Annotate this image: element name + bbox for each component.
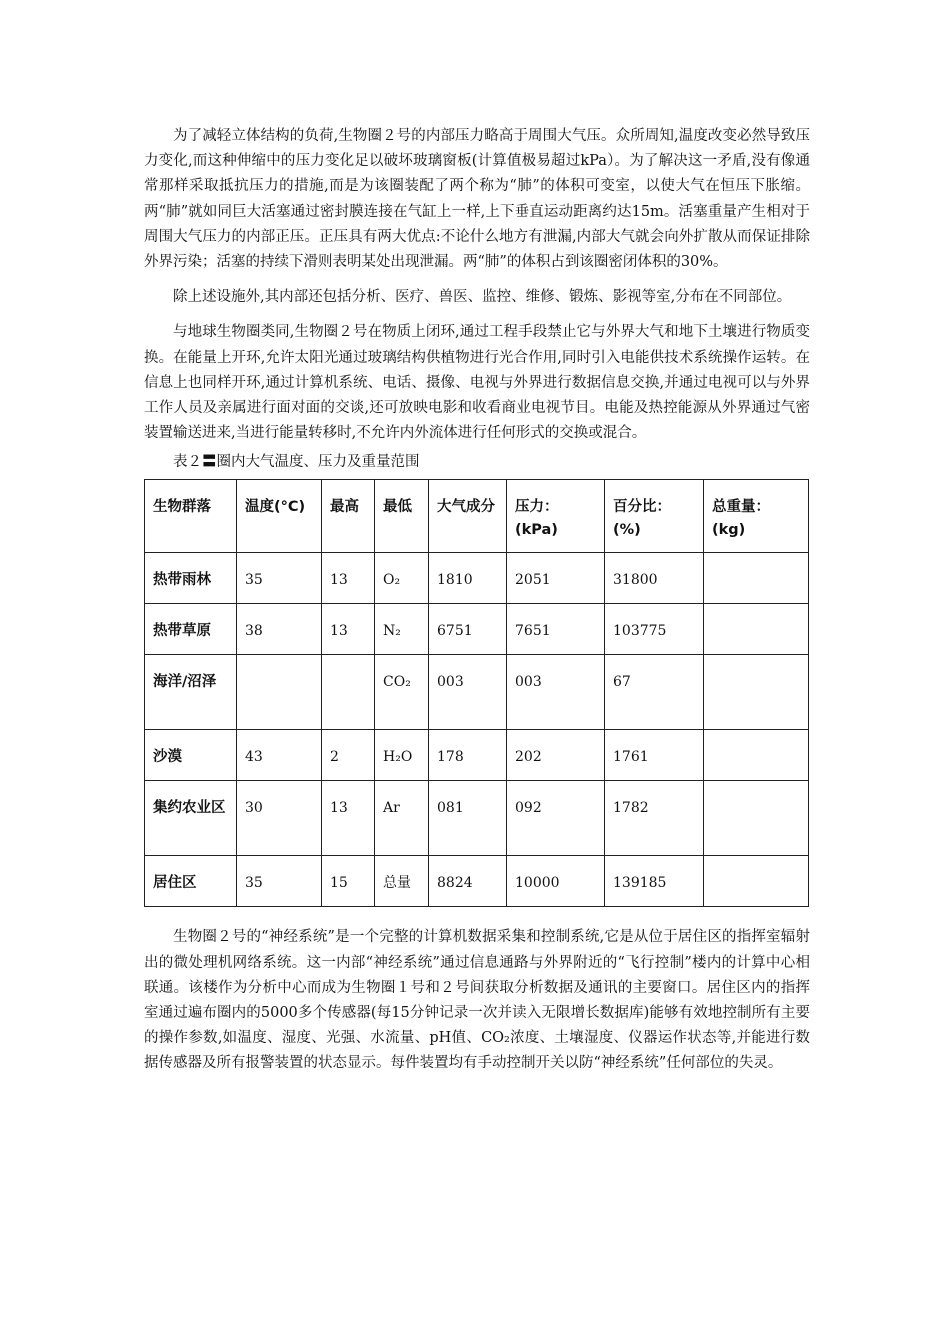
table-cell: 7651 [507, 604, 605, 655]
table-row [145, 655, 809, 730]
table-cell: 1761 [605, 730, 704, 781]
table-cell: 35 [237, 553, 322, 604]
table-cell [704, 655, 809, 730]
table-cell: Ar [375, 781, 429, 856]
table-cell: 热带雨林 [145, 553, 237, 604]
table-cell: CO₂ [375, 655, 429, 730]
header-cell: 压力：(kPa) [507, 480, 605, 553]
table-cell [704, 604, 809, 655]
table-cell: 35 [237, 856, 322, 907]
table-cell: 092 [507, 781, 605, 856]
table-cell [237, 655, 322, 730]
table-cell: 13 [322, 604, 375, 655]
table-cell: 003 [507, 655, 605, 730]
table-cell: 30 [237, 781, 322, 856]
table-cell: N₂ [375, 604, 429, 655]
table-row [145, 781, 809, 856]
table-row [145, 856, 809, 907]
table-cell: 103775 [605, 604, 704, 655]
table-cell: 003 [429, 655, 507, 730]
header-cell: 总重量：(kg) [704, 480, 809, 553]
table-cell: H₂O [375, 730, 429, 781]
paragraph-facilities: 除上述设施外,其内部还包括分析、医疗、兽医、监控、维修、锻炼、影视等室,分布在不同部位。 [173, 289, 792, 306]
table-cell: 31800 [605, 553, 704, 604]
table-cell: 13 [322, 553, 375, 604]
table-cell: 202 [507, 730, 605, 781]
table-cell: 43 [237, 730, 322, 781]
table-cell: 38 [237, 604, 322, 655]
header-cell: 百分比：(%) [605, 480, 704, 553]
table-row [145, 604, 809, 655]
header-cell: 最高 [322, 480, 375, 553]
paragraph-closed-loop: 与地球生物圈类同,生物圈２号在物质上闭环,通过工程手段禁止它与外界大气和地下土壤进行物质变换。在能量上开环,允许太阳光通过玻璃结构供植物进行光合作用,同时引入电能供技术系统操作运转。在信息上也同样开环,通过计算机系统、电话、摄像、电视与外界进行数据信息交换,并通过电视可以与外界工作人员及亲属进行面对面的交谈,还可放映电影和收看商业电视节目。电能及热控能源从外界通过气密装置输送进来,当进行能量转移时,不允许内外流体进行任何形式的交换或混合。 [144, 324, 810, 442]
table-header-row [145, 480, 809, 553]
table-cell: 1782 [605, 781, 704, 856]
header-cell: 温度(°C) [237, 480, 322, 553]
table-cell [704, 856, 809, 907]
table-cell: 热带草原 [145, 604, 237, 655]
header-cell: 生物群落 [145, 480, 237, 553]
header-cell: 大气成分 [429, 480, 507, 553]
table-cell [322, 655, 375, 730]
table-cell: O₂ [375, 553, 429, 604]
table-cell: 6751 [429, 604, 507, 655]
table-cell: 居住区 [145, 856, 237, 907]
table-cell: 总量 [375, 856, 429, 907]
table-caption: 表２〓圈内大气温度、压力及重量范围 [173, 454, 420, 471]
table-cell: 1810 [429, 553, 507, 604]
table-cell: 海洋/沼泽 [145, 655, 237, 730]
header-cell: 最低 [375, 480, 429, 553]
table-cell: 2 [322, 730, 375, 781]
table-row [145, 730, 809, 781]
table-cell [704, 781, 809, 856]
table-cell: 沙漠 [145, 730, 237, 781]
table-cell: 2051 [507, 553, 605, 604]
table-cell [704, 553, 809, 604]
table-cell [704, 730, 809, 781]
document-page [144, 124, 810, 1077]
table-cell: 13 [322, 781, 375, 856]
table-cell: 8824 [429, 856, 507, 907]
table-cell: 081 [429, 781, 507, 856]
table-cell: 10000 [507, 856, 605, 907]
table-cell: 67 [605, 655, 704, 730]
table-row [145, 553, 809, 604]
paragraph-pressure-lungs: 为了减轻立体结构的负荷,生物圈２号的内部压力略高于周围大气压。众所周知,温度改变必然导致压力变化,而这种伸缩中的压力变化足以破坏玻璃窗板(计算值极易超过kPa）。为了解决这一矛盾,没有像通常那样采取抵抗压力的措施,而是为该圈装配了两个称为“肺”的体积可变室，以使大气在恒压下胀缩。两“肺”就如同巨大活塞通过密封膜连接在气缸上一样,上下垂直运动距离约达15m。活塞重量产生相对于周围大气压力的内部正压。正压具有两大优点:不论什么地方有泄漏,内部大气就会向外扩散从而保证排除外界污染；活塞的持续下滑则表明某处出现泄漏。两“肺”的体积占到该圈密闭体积的30%。 [144, 128, 810, 271]
table-cell: 集约农业区 [145, 781, 237, 856]
table-cell: 178 [429, 730, 507, 781]
paragraph-nervous-system: 生物圈２号的“神经系统”是一个完整的计算机数据采集和控制系统,它是从位于居住区的指挥室辐射出的微处理机网络系统。这一内部“神经系统”通过信息通路与外界附近的“飞行控制”楼内的计算中心相联通。该楼作为分析中心而成为生物圈１号和２号间获取分析数据及通讯的主要窗口。居住区内的指挥室通过遍布圈内的5000多个传感器(每15分钟记录一次并读入无限增长数据库)能够有效地控制所有主要的操作参数,如温度、湿度、光强、水流量、pH值、CO₂浓度、土壤湿度、仪器运作状态等,并能进行数据传感器及所有报警装置的状态显示。每件装置均有手动控制开关以防“神经系统”任何部位的失灵。 [144, 929, 810, 1072]
table-cell: 139185 [605, 856, 704, 907]
atmosphere-table [144, 479, 809, 907]
table-cell: 15 [322, 856, 375, 907]
